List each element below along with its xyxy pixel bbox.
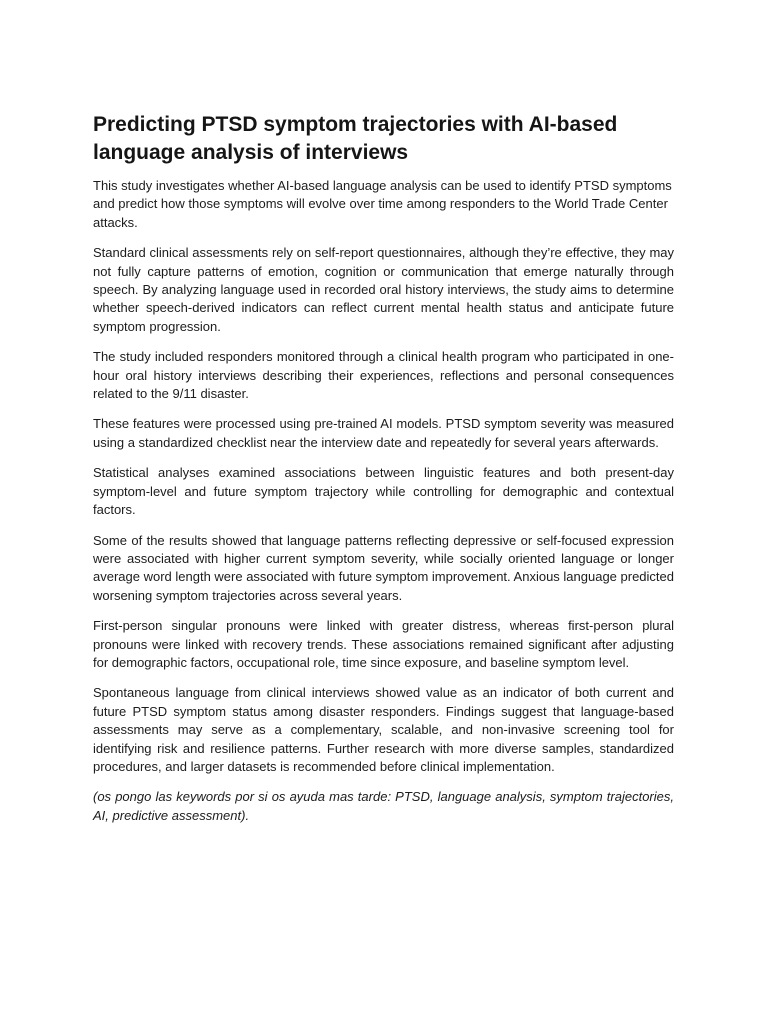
paragraph-pronouns: First-person singular pronouns were linked with greater distress, whereas first-person plural pronouns were linked with recovery trends. These associations remained significant after adjusting for demographic factors, occupational role, time since exposure, and baseline symptom level. [93, 618, 674, 670]
document-title: Predicting PTSD symptom trajectories with AI-based language analysis of interviews [93, 113, 618, 164]
paragraph-participants: The study included responders monitored through a clinical health program who participated in one-hour oral history interviews describing their experiences, reflections and personal consequences related to the 9/11 disaster. [93, 349, 674, 402]
paragraph-background: Standard clinical assessments rely on self-report questionnaires, although they’re effective, they may not fully capture patterns of emotion, cognition or communication that emerge naturally through speech. By analyzing language used in recorded oral history interviews, the study aims to determine whether speech-derived indicators can reflect current mental health status and anticipate future symptom progression. [93, 245, 674, 334]
paragraph-results: Some of the results showed that language patterns reflecting depressive or self-focused expression were associated with higher current symptom severity, while socially oriented language or longer average word length were associated with future symptom improvement. Anxious language predicted worsening symptom trajectories across several years. [93, 532, 674, 603]
document-page [93, 111, 674, 825]
paragraph-conclusion: Spontaneous language from clinical interviews showed value as an indicator of both current and future PTSD symptom status among disaster responders. Findings suggest that language-based assessments may serve as a complementary, scalable, and non-invasive screening tool for identifying risk and resilience patterns. Further research with more diverse samples, standardized procedures, and larger datasets is recommended before clinical implementation. [93, 685, 674, 774]
paragraph-introduction: This study investigates whether AI-based language analysis can be used to identify PTSD symptoms and predict how those symptoms will evolve over time among responders to the World Trade Center attacks. [93, 178, 672, 230]
keywords-note: (os pongo las keywords por si os ayuda mas tarde: PTSD, language analysis, symptom trajectories, AI, predictive assessment). [93, 789, 674, 823]
paragraph-analysis: Statistical analyses examined associations between linguistic features and both present-day symptom-level and future symptom trajectory while controlling for demographic and contextual factors. [93, 465, 674, 518]
paragraph-methods: These features were processed using pre-trained AI models. PTSD symptom severity was measured using a standardized checklist near the interview date and repeatedly for several years afterwards. [93, 416, 674, 450]
